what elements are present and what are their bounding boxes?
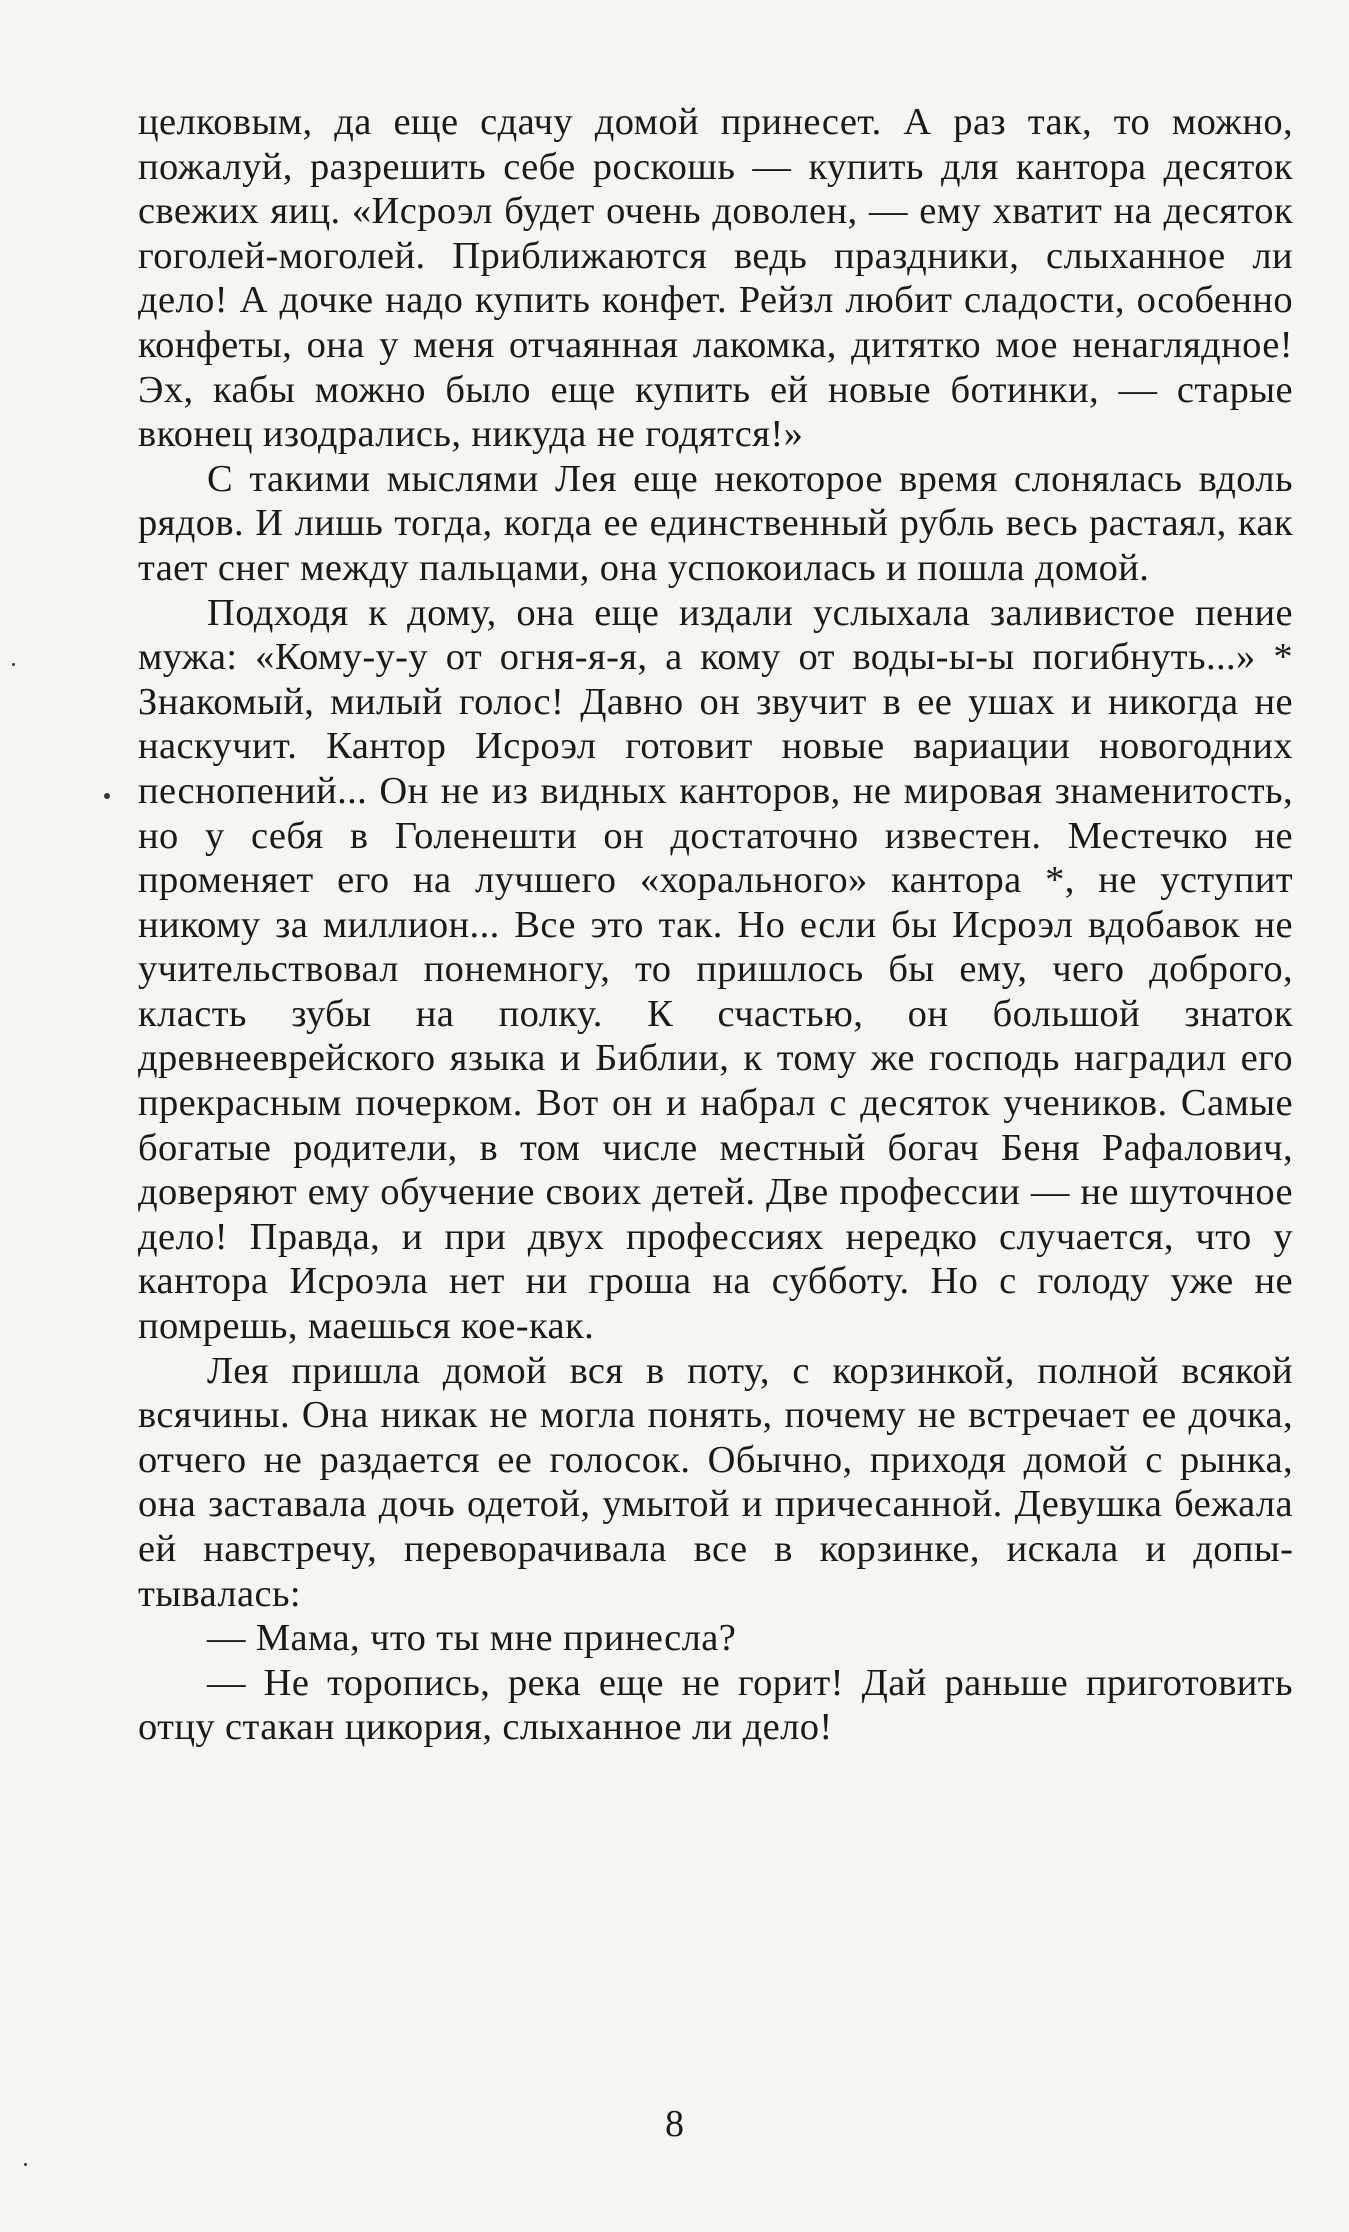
scan-speck bbox=[24, 2163, 27, 2166]
paragraph-1: целковым, да еще сдачу домой принесет. А раз так, то можно, пожалуй, разрешить себе роскошь — купить для кантора десяток свежих яиц. «Исроэл будет очень доволен, — ему хватит на десяток гоголей-моголей. Приближаются ведь праздники, слыханное ли дело! А дочке надо купить конфет. Рейзл любит сладости, особенно конфеты, она у меня отчаянная лакомка, дитятко мое ненаглядное! Эх, кабы можно было еще купить ей новые ботинки, — старые вконец изодрались, никуда не годятся!» bbox=[138, 101, 1293, 456]
page-number: 8 bbox=[665, 2103, 684, 2145]
paragraph-3: Подходя к дому, она еще издали услыхала заливистое пение мужа: «Кому-у-у от огня-я-я, а кому от воды-ы-ы погибнуть...» * Знакомый, милый голос! Давно он звучит в ее ушах и никогда не наскучит. Кантор Исроэл готовит новые вариации новогодних песнопений... Он не из видных канторов, не мировая знаменитость, но у себя в Голенешти он достаточно известен. Местечко не променяет его на лучшего «хорального» кантора *, не уступит никому за миллион... Все это так. Но если бы Исроэл вдобавок не учительствовал понемногу, то пришлось бы ему, чего доброго, класть зубы на полку. К счастью, он большой знаток древнееврейского языка и Библии, к тому же господь наградил его прекрасным почерком. Вот он и набрал с десяток учеников. Самые богатые родители, в том числе местный богач Беня Рафалович, доверяют ему обучение своих детей. Две профессии — не шуточное дело! Правда, и при двух профессиях нередко случается, что у кантора Исроэла нет ни гроша на субботу. Но с голоду уже не помрешь, маешься кое-как. bbox=[138, 591, 1293, 1348]
paragraph-6: — Не торопись, река еще не горит! Дай раньше приготовить отцу стакан цикория, слыханное ли дело! bbox=[138, 1661, 1293, 1749]
paragraph-4: Лея пришла домой вся в поту, с корзинкой, полной всякой всячины. Она никак не могла понять, почему не встречает ее дочка, отчего не раздается ее голосок. Обычно, приходя домой с рынка, она заставала дочь одетой, умытой и причесанной. Девушка бежала ей навстречу, переворачивала все в корзинке, искала и допытывалась: bbox=[138, 1349, 1293, 1615]
scan-speck bbox=[12, 663, 15, 666]
page-text bbox=[138, 100, 1293, 1750]
paragraph-5: — Мама, что ты мне принесла? bbox=[207, 1617, 737, 1660]
paragraph-2: С такими мыслями Лея еще некоторое время слонялась вдоль рядов. И лишь тогда, когда ее единственный рубль весь растаял, как тает снег между пальцами, она успокоилась и пошла домой. bbox=[138, 457, 1293, 589]
scan-speck bbox=[104, 793, 110, 799]
